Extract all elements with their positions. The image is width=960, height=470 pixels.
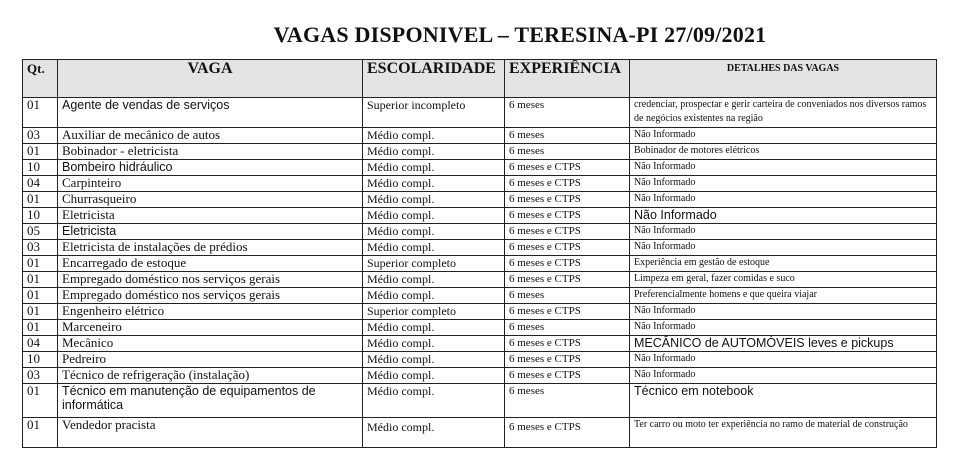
table-row (23, 128, 937, 144)
cell-experience: 6 meses e CTPS (505, 240, 630, 256)
table-row (23, 224, 937, 240)
cell-vacancy: Encarregado de estoque (58, 256, 363, 272)
cell-vacancy: Técnico em manutenção de equipamentos de informática (58, 384, 363, 418)
table-row (23, 418, 937, 448)
table-row (23, 272, 937, 288)
cell-experience: 6 meses e CTPS (505, 176, 630, 192)
cell-quantity: 03 (23, 240, 58, 256)
cell-details: Não Informado (630, 368, 937, 384)
cell-vacancy: Técnico de refrigeração (instalação) (58, 368, 363, 384)
cell-education: Médio compl. (363, 224, 505, 240)
table-header-row (23, 60, 937, 98)
table-row (23, 240, 937, 256)
cell-vacancy: Empregado doméstico nos serviços gerais (58, 288, 363, 304)
cell-vacancy: Churrasqueiro (58, 192, 363, 208)
cell-experience: 6 meses e CTPS (505, 224, 630, 240)
cell-vacancy: Bobinador - eletricista (58, 144, 363, 160)
cell-details: Não Informado (630, 320, 937, 336)
cell-quantity: 01 (23, 288, 58, 304)
cell-quantity: 05 (23, 224, 58, 240)
table-row (23, 256, 937, 272)
cell-details: Não Informado (630, 224, 937, 240)
cell-quantity: 01 (23, 256, 58, 272)
cell-experience: 6 meses e CTPS (505, 160, 630, 176)
cell-quantity: 04 (23, 336, 58, 352)
cell-education: Médio compl. (363, 352, 505, 368)
cell-experience: 6 meses (505, 98, 630, 128)
cell-quantity: 01 (23, 384, 58, 418)
cell-details: Não Informado (630, 208, 937, 224)
cell-quantity: 03 (23, 368, 58, 384)
header-quantity: Qt. (23, 60, 58, 98)
cell-quantity: 01 (23, 272, 58, 288)
cell-vacancy: Eletricista (58, 208, 363, 224)
cell-education: Médio compl. (363, 128, 505, 144)
cell-details: Não Informado (630, 240, 937, 256)
cell-details: Limpeza em geral, fazer comidas e suco (630, 272, 937, 288)
cell-quantity: 01 (23, 144, 58, 160)
cell-details: Bobinador de motores elétricos (630, 144, 937, 160)
cell-experience: 6 meses e CTPS (505, 256, 630, 272)
cell-vacancy: Agente de vendas de serviços (58, 98, 363, 128)
cell-experience: 6 meses e CTPS (505, 304, 630, 320)
cell-vacancy: Carpinteiro (58, 176, 363, 192)
cell-education: Médio compl. (363, 144, 505, 160)
cell-vacancy: Empregado doméstico nos serviços gerais (58, 272, 363, 288)
cell-details: Não Informado (630, 160, 937, 176)
cell-details: Não Informado (630, 352, 937, 368)
header-details: DETALHES DAS VAGAS (630, 60, 937, 98)
cell-quantity: 04 (23, 176, 58, 192)
cell-vacancy: Bombeiro hidráulico (58, 160, 363, 176)
cell-quantity: 03 (23, 128, 58, 144)
cell-experience: 6 meses e CTPS (505, 336, 630, 352)
cell-education: Médio compl. (363, 160, 505, 176)
cell-experience: 6 meses e CTPS (505, 192, 630, 208)
header-vacancy: VAGA (58, 60, 363, 98)
table-row (23, 336, 937, 352)
table-row (23, 98, 937, 128)
cell-education: Médio compl. (363, 418, 505, 448)
cell-details: Ter carro ou moto ter experiência no ramo de material de construção (630, 418, 937, 448)
page-title: VAGAS DISPONIVEL – TERESINA-PI 27/09/2021 (273, 22, 767, 47)
cell-education: Médio compl. (363, 272, 505, 288)
cell-education: Superior incompleto (363, 98, 505, 128)
cell-experience: 6 meses e CTPS (505, 352, 630, 368)
cell-experience: 6 meses (505, 144, 630, 160)
cell-education: Médio compl. (363, 176, 505, 192)
header-experience: EXPERIÊNCIA (505, 60, 630, 98)
cell-vacancy: Auxiliar de mecânico de autos (58, 128, 363, 144)
cell-vacancy: Mecânico (58, 336, 363, 352)
table-row (23, 192, 937, 208)
cell-quantity: 01 (23, 98, 58, 128)
cell-education: Médio compl. (363, 208, 505, 224)
cell-vacancy: Pedreiro (58, 352, 363, 368)
table-row (23, 208, 937, 224)
cell-education: Médio compl. (363, 240, 505, 256)
cell-experience: 6 meses (505, 128, 630, 144)
cell-details: Não Informado (630, 192, 937, 208)
cell-vacancy: Eletricista de instalações de prédios (58, 240, 363, 256)
job-vacancies-table (22, 59, 937, 448)
cell-experience: 6 meses e CTPS (505, 272, 630, 288)
cell-experience: 6 meses e CTPS (505, 368, 630, 384)
cell-experience: 6 meses (505, 384, 630, 418)
cell-experience: 6 meses e CTPS (505, 418, 630, 448)
cell-experience: 6 meses e CTPS (505, 208, 630, 224)
cell-quantity: 01 (23, 320, 58, 336)
cell-vacancy: Engenheiro elétrico (58, 304, 363, 320)
cell-quantity: 01 (23, 304, 58, 320)
cell-details: Não Informado (630, 128, 937, 144)
cell-quantity: 10 (23, 208, 58, 224)
cell-education: Médio compl. (363, 320, 505, 336)
cell-details: MECÂNICO de AUTOMÓVEIS leves e pickups (630, 336, 937, 352)
cell-education: Médio compl. (363, 384, 505, 418)
header-education: ESCOLARIDADE (363, 60, 505, 98)
cell-vacancy: Eletricista (58, 224, 363, 240)
cell-details: Não Informado (630, 304, 937, 320)
table-row (23, 176, 937, 192)
table-row (23, 384, 937, 418)
cell-details: Experiência em gestão de estoque (630, 256, 937, 272)
table-row (23, 160, 937, 176)
cell-education: Superior completo (363, 304, 505, 320)
cell-experience: 6 meses (505, 288, 630, 304)
cell-quantity: 01 (23, 418, 58, 448)
cell-details: credenciar, prospectar e gerir carteira de conveniados nos diversos ramos de negócios existentes na região (630, 98, 937, 128)
table-row (23, 320, 937, 336)
table-row (23, 352, 937, 368)
cell-education: Médio compl. (363, 192, 505, 208)
cell-quantity: 10 (23, 352, 58, 368)
cell-education: Superior completo (363, 256, 505, 272)
cell-experience: 6 meses (505, 320, 630, 336)
cell-details: Não Informado (630, 176, 937, 192)
cell-vacancy: Vendedor pracista (58, 418, 363, 448)
cell-education: Médio compl. (363, 368, 505, 384)
cell-vacancy: Marceneiro (58, 320, 363, 336)
table-row (23, 304, 937, 320)
cell-education: Médio compl. (363, 288, 505, 304)
table-row (23, 368, 937, 384)
table-row (23, 288, 937, 304)
cell-quantity: 10 (23, 160, 58, 176)
cell-details: Técnico em notebook (630, 384, 937, 418)
cell-details: Preferencialmente homens e que queira viajar (630, 288, 937, 304)
table-row (23, 144, 937, 160)
cell-education: Médio compl. (363, 336, 505, 352)
cell-quantity: 01 (23, 192, 58, 208)
